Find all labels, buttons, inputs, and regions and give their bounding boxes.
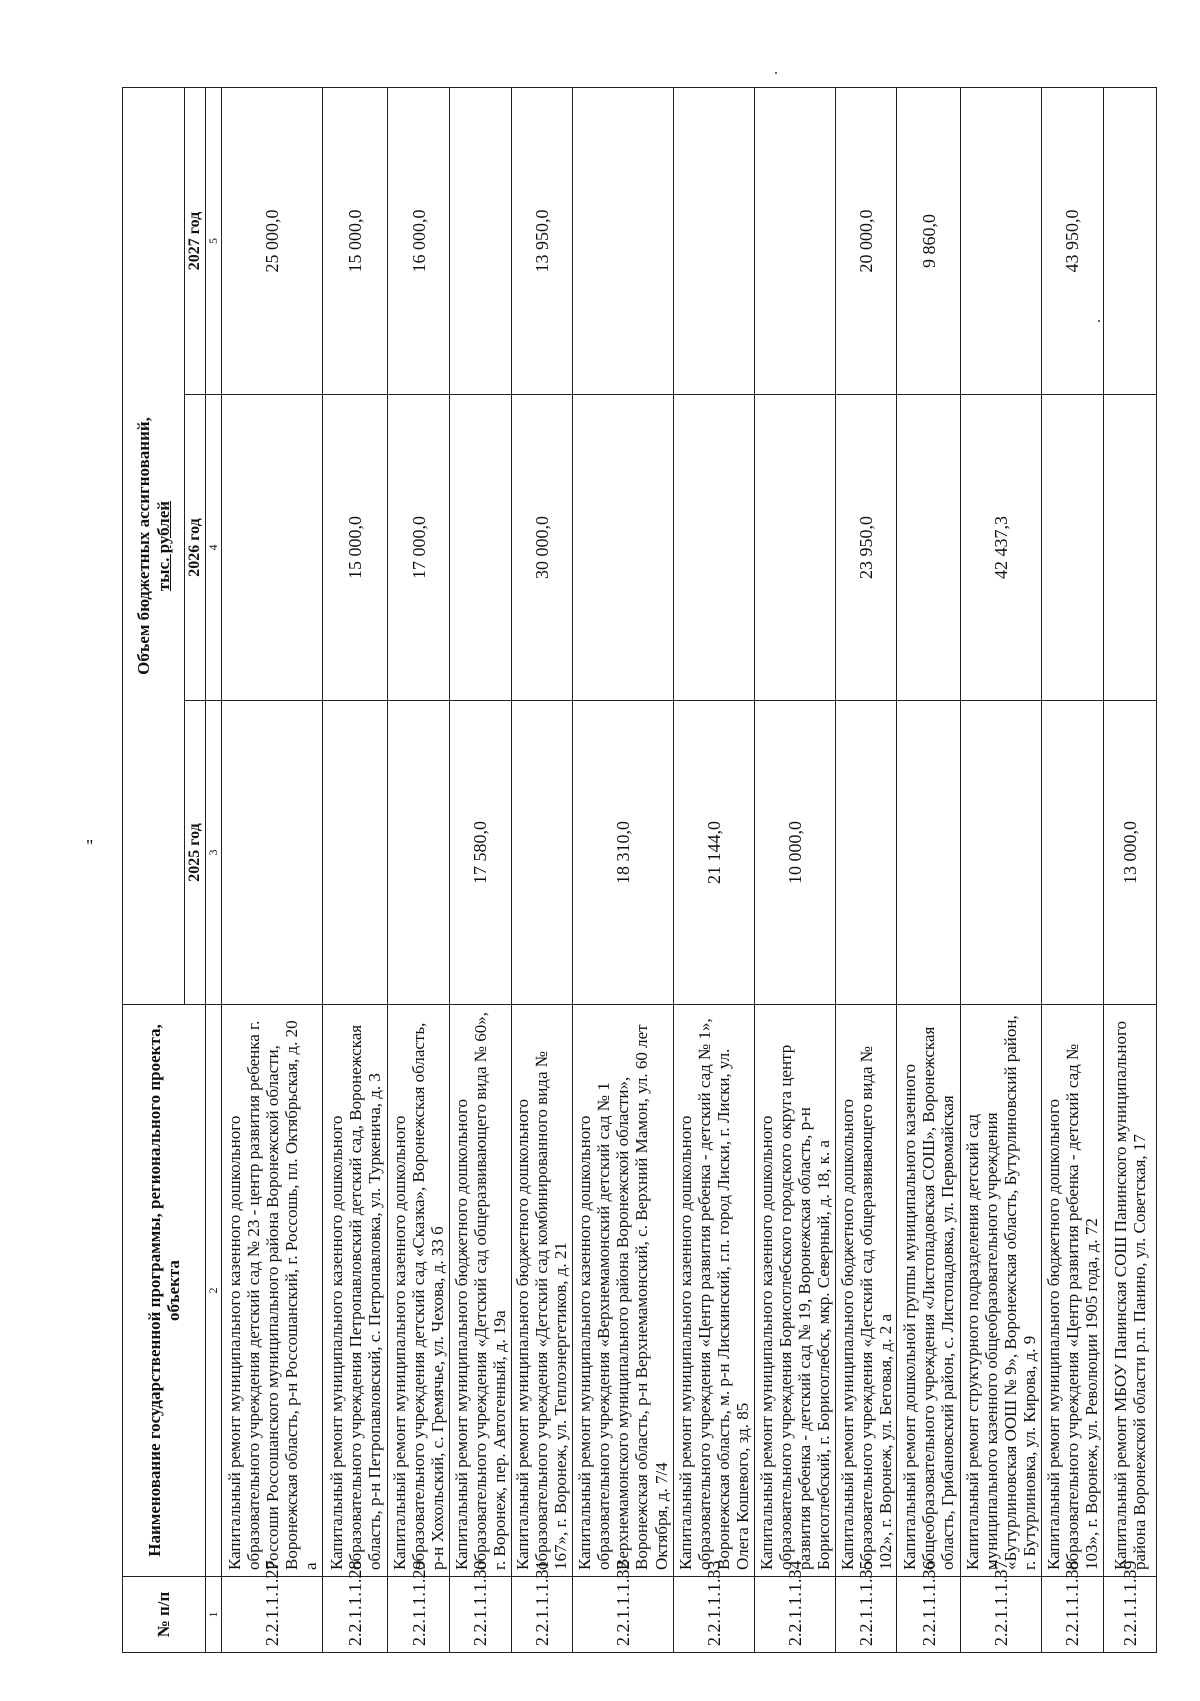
row-number: 2.2.1.1.1.30 bbox=[450, 1577, 512, 1653]
table-row bbox=[673, 87, 754, 1652]
column-index: 1 bbox=[205, 1577, 221, 1653]
value-2027 bbox=[573, 87, 674, 394]
value-2025 bbox=[960, 701, 1041, 1005]
value-2026: 23 950,0 bbox=[835, 395, 897, 701]
table-row bbox=[450, 87, 512, 1652]
row-description: Капитальный ремонт дошкольной группы муниципального казенного общеобразовательного учреждения «Листопадовская СОШ», Воронежская область, Грибановский район, с. Листопадовка, ул. Первомайская bbox=[897, 1005, 961, 1577]
value-2027 bbox=[673, 87, 754, 394]
budget-allocation-table bbox=[122, 87, 1157, 1653]
value-2027: 9 860,0 bbox=[897, 87, 961, 394]
column-index: 5 bbox=[205, 87, 221, 394]
row-number: 2.2.1.1.1.31 bbox=[511, 1577, 573, 1653]
value-2027 bbox=[450, 87, 512, 394]
value-2025: 21 144,0 bbox=[673, 701, 754, 1005]
table-row bbox=[322, 87, 388, 1652]
header-volume bbox=[123, 87, 185, 1004]
header-year-2026: 2026 год bbox=[185, 395, 206, 701]
table-row bbox=[1042, 87, 1104, 1652]
row-description: Капитальный ремонт муниципального бюджетного дошкольного образовательного учреждения «Детский сад комбинированного вида № 167», г. Воронеж, ул. Теплоэнергетиков, д. 21 bbox=[511, 1005, 573, 1577]
row-description: Капитальный ремонт муниципального казенного дошкольного образовательного учреждения «Верхнемамонский детский сад № 1 Верхнемамонского муниципального района Воронежской области», Воронежская область, р-н Верхнемамонский, с. Верхний Мамон, ул. 60 лет Октября, д. 7/4 bbox=[573, 1005, 674, 1577]
table-row bbox=[1103, 87, 1156, 1652]
table-row bbox=[511, 87, 573, 1652]
value-2025 bbox=[1042, 701, 1104, 1005]
value-2027: 25 000,0 bbox=[222, 87, 323, 394]
value-2025 bbox=[222, 701, 323, 1005]
scan-speck bbox=[775, 72, 777, 74]
value-2027 bbox=[754, 87, 835, 394]
row-description: Капитальный ремонт муниципального казенного дошкольного образовательного учреждения Борисоглебского городского округа центр развития ребенка - детский сад № 19, Воронежская область, р-н Борисоглебский, г. Борисоглебск, мкр. Северный, д. 18, к. а bbox=[754, 1005, 835, 1577]
value-2026 bbox=[450, 395, 512, 701]
value-2025 bbox=[322, 701, 388, 1005]
value-2027: 16 000,0 bbox=[388, 87, 450, 394]
row-description: Капитальный ремонт структурного подразделения детский сад муниципального казенного общеобразовательного учреждения «Бутурлиновская ООШ № 9», Воронежская область, Бутурлиновский район, г. Бутурлиновка, ул. Кирова, д. 9 bbox=[960, 1005, 1041, 1577]
table-row bbox=[897, 87, 961, 1652]
table-row bbox=[222, 87, 323, 1652]
value-2027: 13 950,0 bbox=[511, 87, 573, 394]
header-number: № п/п bbox=[123, 1577, 206, 1653]
value-2026 bbox=[222, 395, 323, 701]
row-description: Капитальный ремонт муниципального бюджетного дошкольного образовательного учреждения «Центр развития ребенка - детский сад № 103», г. Воронеж, ул. Революции 1905 года, д. 72 bbox=[1042, 1005, 1104, 1577]
table-row bbox=[835, 87, 897, 1652]
stray-quote-mark: " bbox=[86, 836, 94, 856]
value-2027: 43 950,0 bbox=[1042, 87, 1104, 394]
row-number: 2.2.1.1.1.36 bbox=[897, 1577, 961, 1653]
table-row bbox=[754, 87, 835, 1652]
column-index: 4 bbox=[205, 395, 221, 701]
value-2025 bbox=[388, 701, 450, 1005]
row-description: Капитальный ремонт муниципального казенного дошкольного образовательного учреждения Петропавловский детский сад, Воронежская область, р-н Петропавловский, с. Петропавловка, ул. Туркенича, д. 3 bbox=[322, 1005, 388, 1577]
row-description: Капитальный ремонт муниципального казенного дошкольного образовательного учреждения детский сад «Сказка», Воронежская область, р-н Хохольский, с. Гремячье, ул. Чехова, д. 33 б bbox=[388, 1005, 450, 1577]
value-2027 bbox=[960, 87, 1041, 394]
table-row bbox=[573, 87, 674, 1652]
row-description: Капитальный ремонт муниципального бюджетного дошкольного образовательного учреждения «Детский сад общеразвивающего вида № 60», г. Воронеж, пер. Автогенный, д. 19а bbox=[450, 1005, 512, 1577]
value-2026 bbox=[673, 395, 754, 701]
header-year-2027: 2027 год bbox=[185, 87, 206, 394]
rotated-budget-table-page bbox=[122, 88, 1157, 1653]
value-2027: 15 000,0 bbox=[322, 87, 388, 394]
row-number: 2.2.1.1.1.33 bbox=[673, 1577, 754, 1653]
column-index: 3 bbox=[205, 701, 221, 1005]
row-description: Капитальный ремонт муниципального казенного дошкольного образовательного учреждения «Центр развития ребенка - детский сад № 1», Воронежская область, м. р-н Лискинский, г.п. город Лиски, г. Лиски, ул. Олега Кошевого, зд. 85 bbox=[673, 1005, 754, 1577]
value-2026 bbox=[1103, 395, 1156, 701]
header-name: Наименование государственной программы, регионального проекта, объекта bbox=[123, 1005, 206, 1577]
value-2026: 42 437,3 bbox=[960, 395, 1041, 701]
row-number: 2.2.1.1.1.39 bbox=[1103, 1577, 1156, 1653]
row-number: 2.2.1.1.1.28 bbox=[322, 1577, 388, 1653]
row-number: 2.2.1.1.1.38 bbox=[1042, 1577, 1104, 1653]
value-2025: 10 000,0 bbox=[754, 701, 835, 1005]
table-row bbox=[960, 87, 1041, 1652]
row-number: 2.2.1.1.1.29 bbox=[388, 1577, 450, 1653]
value-2025 bbox=[897, 701, 961, 1005]
row-description: Капитальный ремонт муниципального казенного дошкольного образовательного учреждения детский сад № 23 - центр развития ребенка г. Россоши Россошанского муниципального района Воронежской области, Воронежская область, р-н Россошанский, г. Россошь, пл. Октябрьская, д. 20 а bbox=[222, 1005, 323, 1577]
value-2026: 15 000,0 bbox=[322, 395, 388, 701]
value-2025 bbox=[511, 701, 573, 1005]
header-volume-label: Объем бюджетных ассигнований, bbox=[133, 417, 153, 675]
row-number: 2.2.1.1.1.27 bbox=[222, 1577, 323, 1653]
value-2026: 17 000,0 bbox=[388, 395, 450, 701]
value-2025: 17 580,0 bbox=[450, 701, 512, 1005]
value-2026 bbox=[897, 395, 961, 701]
value-2027: 20 000,0 bbox=[835, 87, 897, 394]
value-2025: 13 000,0 bbox=[1103, 701, 1156, 1005]
value-2025: 18 310,0 bbox=[573, 701, 674, 1005]
value-2025 bbox=[835, 701, 897, 1005]
header-volume-unit: тыс. рублей bbox=[153, 500, 173, 592]
value-2026 bbox=[1042, 395, 1104, 701]
value-2026 bbox=[573, 395, 674, 701]
row-number: 2.2.1.1.1.32 bbox=[573, 1577, 674, 1653]
row-number: 2.2.1.1.1.34 bbox=[754, 1577, 835, 1653]
column-index: 2 bbox=[205, 1005, 221, 1577]
value-2027 bbox=[1103, 87, 1156, 394]
row-description: Капитальный ремонт МБОУ Панинская СОШ Панинского муниципального района Воронежской области р.п. Панино, ул. Советская, 17 bbox=[1103, 1005, 1156, 1577]
row-number: 2.2.1.1.1.35 bbox=[835, 1577, 897, 1653]
table-row bbox=[388, 87, 450, 1652]
row-number: 2.2.1.1.1.37 bbox=[960, 1577, 1041, 1653]
header-year-2025: 2025 год bbox=[185, 701, 206, 1005]
value-2026: 30 000,0 bbox=[511, 395, 573, 701]
value-2026 bbox=[754, 395, 835, 701]
row-description: Капитальный ремонт муниципального бюджетного дошкольного образовательного учреждения «Детский сад общеразвивающего вида № 102», г. Воронеж, ул. Беговая, д. 2 а bbox=[835, 1005, 897, 1577]
